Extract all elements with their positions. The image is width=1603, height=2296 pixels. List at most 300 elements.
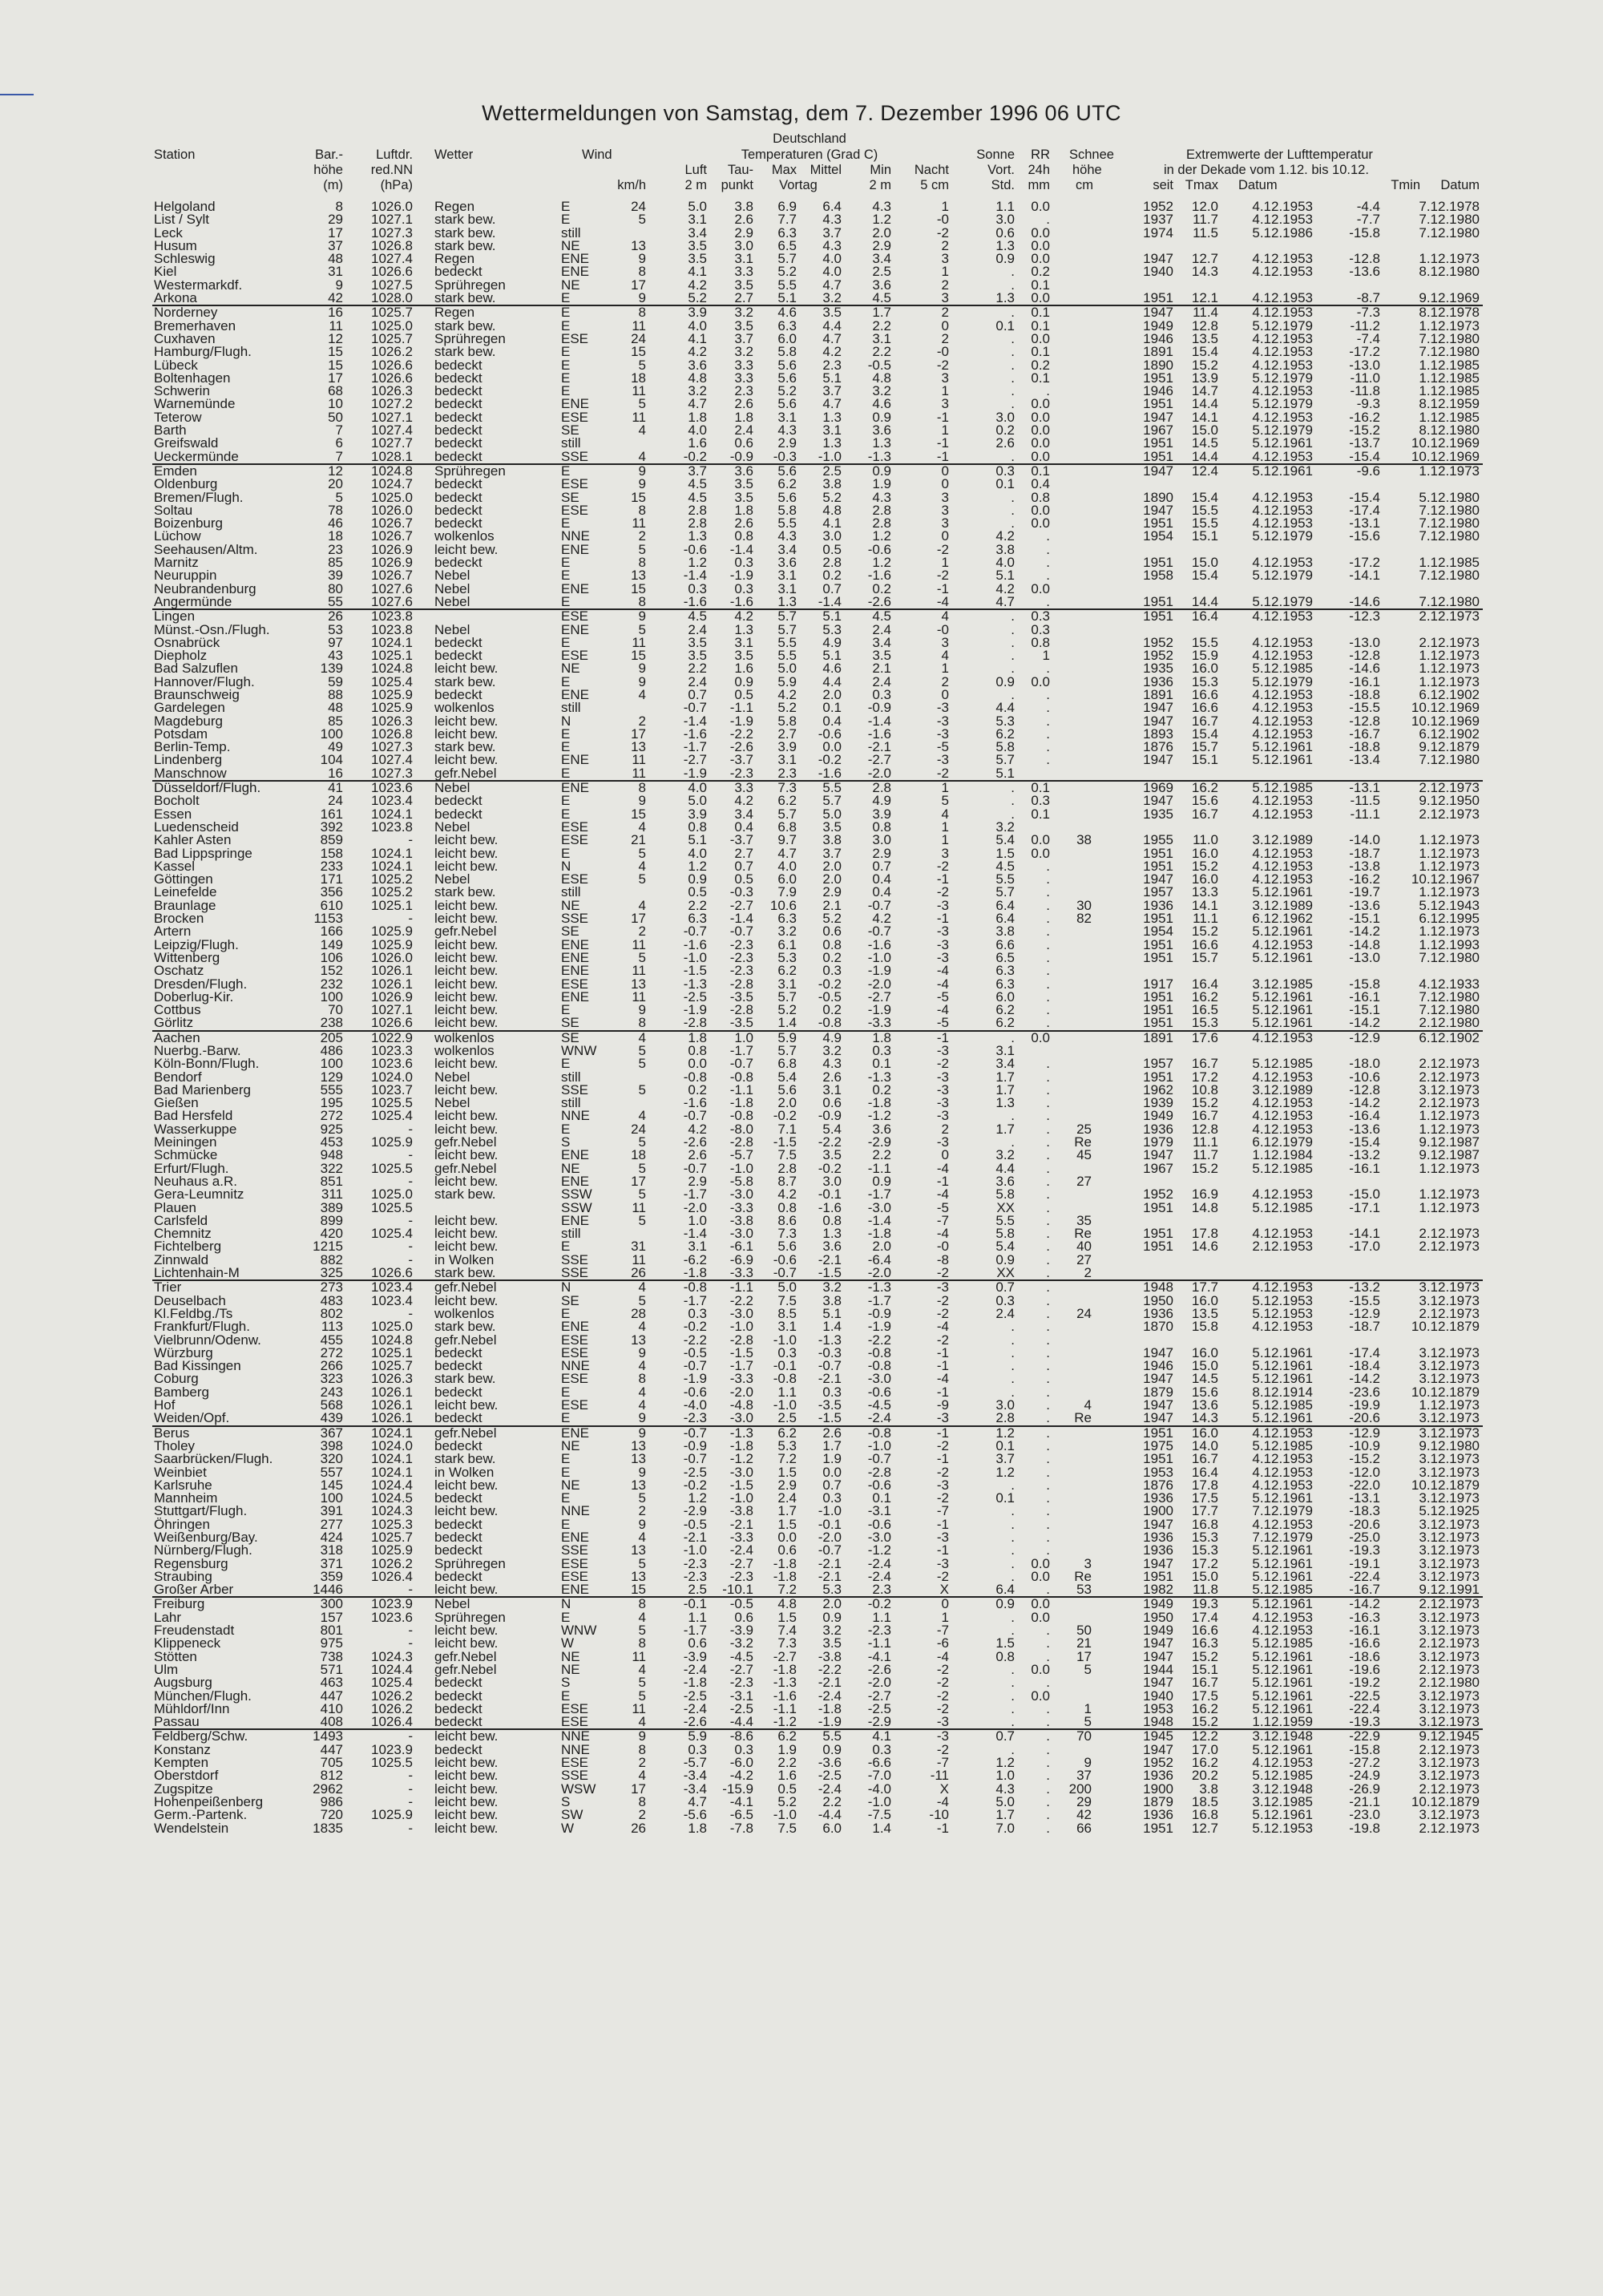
cell-datmin: 1.12.1973 — [1419, 924, 1480, 940]
cell-sonne: 6.2 — [995, 1015, 1015, 1031]
cell-mittel: 5.0 — [822, 806, 842, 822]
cell-barhoehe: 1153 — [313, 911, 343, 927]
cell-windkmh: 4 — [638, 897, 646, 913]
cell-wetter: bedeckt — [434, 357, 483, 373]
cell-tmax: 13.5 — [1191, 1305, 1218, 1321]
cell-rr: 0.1 — [1031, 463, 1050, 479]
cell-sonne: 3.4 — [995, 1056, 1015, 1072]
cell-tau: 3.5 — [734, 317, 753, 333]
cell-windrich: NE — [561, 1648, 580, 1664]
header-schnee: Schnee — [1069, 148, 1114, 162]
cell-min: -1.6 — [867, 568, 891, 584]
cell-nacht: 0 — [941, 528, 949, 544]
cell-mittel: 4.2 — [822, 344, 842, 360]
cell-wetter: wolkenlos — [434, 1029, 495, 1045]
cell-tmax: 15.1 — [1191, 528, 1218, 544]
cell-datmax: 4.12.1953 — [1252, 648, 1313, 664]
cell-wetter: leicht bew. — [434, 1397, 499, 1413]
cell-windkmh: 9 — [638, 251, 646, 267]
cell-tau: -0.9 — [729, 448, 753, 464]
cell-windrich: E — [561, 593, 571, 609]
cell-barhoehe: 55 — [328, 593, 343, 609]
cell-nacht: 1 — [941, 661, 949, 677]
cell-tmax: 13.9 — [1191, 370, 1218, 386]
cell-max: -1.0 — [773, 1807, 797, 1823]
cell-windkmh: 15 — [631, 580, 646, 596]
cell-tmax: 3.8 — [1199, 1781, 1218, 1797]
cell-seit: 1969 — [1143, 780, 1173, 796]
cell-tau: 0.3 — [734, 555, 753, 571]
cell-luft: -2.6 — [683, 1134, 707, 1150]
cell-station: Angermünde — [154, 593, 232, 609]
cell-station: Gießen — [154, 1095, 199, 1111]
header-datum-tmin: Datum — [1440, 178, 1480, 192]
cell-datmin: 3.12.1973 — [1419, 1410, 1480, 1426]
cell-tmin: -22.4 — [1349, 1700, 1380, 1716]
cell-rr: 0.0 — [1031, 237, 1050, 253]
cell-luftdr: 1026.2 — [371, 1688, 413, 1704]
cell-windrich: E — [561, 1516, 571, 1532]
cell-barhoehe: 145 — [320, 1477, 343, 1493]
cell-nacht: -1 — [936, 871, 949, 887]
cell-datmin: 2.12.1973 — [1419, 608, 1480, 625]
cell-windrich: ESE — [561, 409, 589, 425]
cell-tau: -1.7 — [729, 1358, 753, 1374]
cell-barhoehe: 801 — [320, 1623, 343, 1639]
cell-max: 2.3 — [777, 765, 797, 781]
cell-luft: -0.7 — [683, 700, 707, 716]
cell-tau: 3.3 — [734, 780, 753, 796]
cell-nacht: -3 — [936, 936, 949, 952]
cell-datmin: 1.12.1973 — [1419, 251, 1480, 267]
cell-nacht: -1 — [936, 1029, 949, 1045]
cell-tmin: -10.9 — [1349, 1437, 1380, 1453]
cell-nacht: -2 — [936, 1490, 949, 1506]
cell-tau: -3.3 — [729, 1529, 753, 1545]
cell-windkmh: 8 — [638, 1596, 646, 1612]
cell-wetter: leicht bew. — [434, 1793, 499, 1809]
cell-datmin: 1.12.1973 — [1419, 1199, 1480, 1215]
cell-wetter: stark bew. — [434, 290, 496, 306]
cell-max: 7.4 — [777, 1623, 797, 1639]
header-station: Station — [154, 148, 196, 162]
cell-tmax: 16.7 — [1191, 1056, 1218, 1072]
header-sonne-vort: Vort. — [987, 163, 1015, 177]
cell-wetter: leicht bew. — [434, 845, 499, 861]
cell-tmax: 16.4 — [1191, 608, 1218, 625]
cell-wetter: wolkenlos — [434, 1305, 495, 1321]
cell-datmin: 9.12.1980 — [1419, 1437, 1480, 1453]
cell-datmin: 6.12.1902 — [1419, 1029, 1480, 1045]
cell-seit: 1951 — [1143, 593, 1173, 609]
cell-max: 5.3 — [777, 949, 797, 965]
cell-tau: 3.7 — [734, 330, 753, 346]
cell-max: 1.1 — [777, 1384, 797, 1400]
cell-rr: 0.0 — [1031, 832, 1050, 848]
cell-tmax: 12.0 — [1191, 199, 1218, 214]
cell-barhoehe: 11 — [329, 317, 343, 333]
table-row — [152, 265, 1483, 278]
cell-rr: . — [1046, 661, 1050, 677]
cell-mittel: -2.1 — [818, 1568, 842, 1584]
cell-seit: 1936 — [1143, 1542, 1173, 1558]
cell-station: Weinbiet — [154, 1464, 207, 1480]
cell-tau: 3.1 — [734, 251, 753, 267]
cell-barhoehe: 300 — [320, 1596, 343, 1612]
header-schnee-hoehe: höhe — [1072, 163, 1102, 177]
cell-datmin: 2.12.1973 — [1419, 1820, 1480, 1836]
cell-seit: 1952 — [1143, 199, 1173, 214]
cell-seit: 1951 — [1143, 1239, 1173, 1255]
cell-tau: 4.2 — [734, 608, 753, 625]
cell-min: -1.7 — [867, 1292, 891, 1308]
cell-tmax: 16.7 — [1191, 1108, 1218, 1124]
cell-barhoehe: 157 — [320, 1609, 343, 1625]
cell-luft: -1.8 — [683, 1675, 707, 1691]
cell-station: Mannheim — [154, 1490, 218, 1506]
cell-datmax: 5.12.1961 — [1252, 752, 1313, 768]
cell-mittel: 4.3 — [822, 1056, 842, 1072]
cell-luft: -0.2 — [683, 448, 707, 464]
cell-datmax: 4.12.1953 — [1252, 212, 1313, 228]
cell-station: Leck — [154, 224, 183, 241]
cell-max: 6.2 — [777, 476, 797, 492]
cell-datmin: 2.12.1973 — [1419, 1781, 1480, 1797]
cell-windkmh: 5 — [638, 1688, 646, 1704]
cell-tmin: -22.9 — [1349, 1728, 1380, 1744]
cell-luftdr: - — [408, 1728, 413, 1744]
cell-nacht: -1 — [936, 1173, 949, 1189]
cell-tmin: -11.8 — [1350, 383, 1380, 399]
cell-mittel: 2.0 — [822, 858, 842, 874]
cell-windrich: ENE — [561, 580, 589, 596]
cell-windkmh: 13 — [631, 1437, 646, 1453]
cell-mittel: -3.6 — [818, 1755, 842, 1771]
cell-luftdr: 1024.8 — [371, 1332, 413, 1348]
cell-wetter: leicht bew. — [434, 661, 499, 677]
cell-wetter: leicht bew. — [434, 1056, 499, 1072]
cell-seit: 1947 — [1143, 1675, 1173, 1691]
header-deutschland: Deutschland — [773, 131, 846, 146]
header-sonne-std: Std. — [991, 178, 1015, 192]
cell-datmax: 5.12.1961 — [1252, 1371, 1313, 1387]
cell-max: 4.2 — [777, 1186, 797, 1203]
cell-tmax: 13.5 — [1191, 330, 1218, 346]
cell-windkmh: 4 — [638, 1108, 646, 1124]
cell-barhoehe: 16 — [328, 305, 343, 321]
cell-datmin: 6.12.1902 — [1419, 686, 1480, 702]
cell-luft: 4.0 — [688, 845, 707, 861]
cell-nacht: 1 — [941, 264, 949, 280]
cell-barhoehe: 266 — [320, 1358, 343, 1374]
cell-max: 3.4 — [777, 541, 797, 557]
cell-rr: . — [1046, 1279, 1050, 1296]
cell-min: -2.9 — [867, 1134, 891, 1150]
cell-station: Wasserkuppe — [154, 1121, 237, 1137]
cell-sonne: 1.7 — [995, 1069, 1015, 1085]
cell-seit: 1951 — [1143, 290, 1173, 306]
cell-barhoehe: 158 — [320, 845, 343, 861]
cell-min: 1.3 — [872, 435, 891, 451]
cell-rr: . — [1046, 700, 1050, 716]
cell-tau: 0.8 — [734, 528, 753, 544]
cell-datmax: 5.12.1953 — [1252, 1305, 1313, 1321]
cell-sonne: 4.7 — [995, 593, 1015, 609]
cell-tmin: -14.2 — [1349, 1596, 1380, 1612]
cell-wetter: gefr.Nebel — [434, 1425, 497, 1441]
cell-max: 3.6 — [777, 555, 797, 571]
cell-station: Neuruppin — [154, 568, 217, 584]
cell-luftdr: 1025.5 — [371, 1160, 413, 1176]
cell-schnee: 38 — [1076, 832, 1092, 848]
cell-luft: -1.6 — [683, 1095, 707, 1111]
cell-barhoehe: 420 — [320, 1226, 343, 1242]
cell-datmax: 5.12.1979 — [1252, 673, 1313, 689]
cell-max: 5.1 — [777, 290, 797, 306]
cell-sonne: . — [1011, 1568, 1015, 1584]
cell-barhoehe: 139 — [320, 661, 343, 677]
cell-datmax: 5.12.1985 — [1252, 1582, 1313, 1598]
cell-wetter: bedeckt — [434, 1675, 483, 1691]
cell-seit: 1937 — [1143, 212, 1173, 228]
cell-luftdr: - — [408, 1820, 413, 1836]
cell-luft: 1.8 — [688, 409, 707, 425]
cell-max: 6.5 — [777, 237, 797, 253]
cell-luftdr: 1024.0 — [371, 1069, 413, 1085]
cell-seit: 1947 — [1143, 1741, 1173, 1757]
cell-min: -0.5 — [867, 357, 891, 373]
cell-tmin: -12.8 — [1349, 713, 1380, 729]
cell-barhoehe: 100 — [320, 1490, 343, 1506]
cell-mittel: 0.1 — [822, 700, 842, 716]
cell-barhoehe: 104 — [320, 752, 343, 768]
cell-tmin: -13.6 — [1349, 897, 1380, 913]
cell-schnee: 42 — [1076, 1807, 1092, 1823]
cell-tmax: 15.3 — [1191, 673, 1218, 689]
cell-sonne: 3.1 — [995, 1043, 1015, 1058]
cell-luft: -1.4 — [683, 1226, 707, 1242]
cell-seit: 1954 — [1143, 924, 1173, 940]
cell-luftdr: 1025.1 — [371, 897, 413, 913]
cell-min: 4.3 — [872, 489, 891, 505]
cell-nacht: 3 — [941, 489, 949, 505]
cell-wetter: leicht bew. — [434, 1477, 499, 1493]
cell-windrich: ENE — [561, 686, 589, 702]
cell-datmax: 5.12.1961 — [1252, 1410, 1313, 1426]
header-rednn: red.NN — [370, 163, 413, 177]
cell-wetter: bedeckt — [434, 1384, 483, 1400]
cell-windrich: NE — [561, 1160, 580, 1176]
cell-windrich: WNW — [561, 1043, 597, 1058]
page-title: Wettermeldungen von Samstag, dem 7. Dezember 1996 06 UTC — [482, 101, 1121, 125]
cell-datmax: 4.12.1953 — [1252, 502, 1313, 518]
cell-windkmh: 17 — [631, 726, 646, 742]
cell-datmax: 5.12.1961 — [1252, 1675, 1313, 1691]
cell-mittel: 0.6 — [822, 924, 842, 940]
cell-rr: . — [1046, 1714, 1050, 1730]
cell-nacht: 0 — [941, 1596, 949, 1612]
cell-seit: 1957 — [1143, 1056, 1173, 1072]
cell-max: 5.6 — [777, 357, 797, 373]
cell-seit: 1957 — [1143, 884, 1173, 900]
cell-sonne: . — [1011, 793, 1015, 809]
cell-wetter: bedeckt — [434, 1437, 483, 1453]
cell-tau: -3.1 — [729, 1688, 753, 1704]
cell-luftdr: 1024.8 — [371, 661, 413, 677]
cell-luftdr: 1024.1 — [371, 858, 413, 874]
cell-nacht: -4 — [936, 1226, 949, 1242]
cell-windrich: SSE — [561, 911, 589, 927]
cell-tmin: -13.6 — [1349, 1121, 1380, 1137]
cell-max: -1.5 — [773, 1134, 797, 1150]
cell-luftdr: 1025.9 — [371, 686, 413, 702]
cell-rr: . — [1046, 1069, 1050, 1085]
header-luft-2m: 2 m — [684, 178, 707, 192]
cell-datmax: 5.12.1953 — [1252, 1820, 1313, 1836]
cell-windrich: SSE — [561, 1265, 589, 1281]
cell-max: 8.5 — [777, 1305, 797, 1321]
cell-max: 7.5 — [777, 1147, 797, 1163]
cell-station: Deuselbach — [154, 1292, 226, 1308]
cell-tmin: -12.9 — [1349, 1425, 1380, 1441]
cell-rr: . — [1046, 1477, 1050, 1493]
cell-windrich: NNE — [561, 1358, 590, 1374]
cell-station: Bocholt — [154, 793, 200, 809]
cell-datmax: 5.12.1961 — [1252, 884, 1313, 900]
header-seit: seit — [1153, 178, 1173, 192]
cell-tmin: -14.2 — [1349, 1015, 1380, 1031]
cell-mittel: -2.2 — [818, 1134, 842, 1150]
header-max: Max — [771, 163, 797, 177]
cell-tmax: 16.6 — [1191, 686, 1218, 702]
cell-wetter: wolkenlos — [434, 528, 495, 544]
cell-windkmh: 5 — [638, 1160, 646, 1176]
cell-windkmh: 13 — [631, 1542, 646, 1558]
cell-windkmh: 2 — [638, 713, 646, 729]
cell-tmin: -17.2 — [1349, 555, 1380, 571]
cell-rr: . — [1046, 752, 1050, 768]
cell-max: 6.8 — [777, 1056, 797, 1072]
cell-luft: 1.8 — [688, 1029, 707, 1045]
cell-nacht: -3 — [936, 700, 949, 716]
cell-nacht: 4 — [941, 648, 949, 664]
cell-windrich: E — [561, 515, 571, 532]
cell-seit: 1951 — [1143, 1820, 1173, 1836]
cell-barhoehe: 398 — [320, 1437, 343, 1453]
cell-station: Cuxhaven — [154, 330, 216, 346]
cell-sonne: 4.2 — [995, 580, 1015, 596]
cell-luft: -1.5 — [683, 963, 707, 979]
cell-wetter: stark bew. — [434, 212, 496, 228]
cell-datmin: 3.12.1973 — [1419, 1451, 1480, 1467]
cell-rr: 0.0 — [1031, 251, 1050, 267]
cell-luftdr: 1027.4 — [371, 422, 413, 439]
cell-datmax: 4.12.1953 — [1252, 199, 1313, 214]
cell-barhoehe: 195 — [320, 1095, 343, 1111]
cell-rr: 0.2 — [1031, 357, 1050, 373]
cell-sonne: 2.4 — [995, 1305, 1015, 1321]
cell-mittel: 0.7 — [822, 580, 842, 596]
cell-tmin: -13.1 — [1349, 1490, 1380, 1506]
cell-station: Greifswald — [154, 435, 219, 451]
cell-tau: 3.2 — [734, 305, 753, 321]
cell-station: Meiningen — [154, 1134, 217, 1150]
cell-barhoehe: 720 — [320, 1807, 343, 1823]
cell-luft: -2.5 — [683, 1688, 707, 1704]
header-extremwerte: Extremwerte der Lufttemperatur — [1186, 148, 1373, 162]
cell-tmax: 15.4 — [1191, 489, 1218, 505]
cell-windrich: ESE — [561, 976, 589, 992]
cell-mittel: 5.1 — [822, 370, 842, 386]
cell-tmax: 17.8 — [1191, 1477, 1218, 1493]
cell-rr: . — [1046, 593, 1050, 609]
cell-datmax: 6.12.1979 — [1252, 1134, 1313, 1150]
cell-wetter: leicht bew. — [434, 752, 499, 768]
station-group — [152, 463, 1483, 608]
cell-datmin: 2.12.1973 — [1419, 806, 1480, 822]
cell-tau: -7.8 — [729, 1820, 753, 1836]
cell-luftdr: 1026.2 — [371, 1555, 413, 1571]
cell-max: 5.7 — [777, 1043, 797, 1058]
table-row — [152, 1017, 1483, 1029]
cell-schnee: 27 — [1076, 1251, 1092, 1267]
cell-windrich: still — [561, 224, 581, 241]
cell-mittel: -0.3 — [818, 1344, 842, 1360]
cell-tmin: -16.6 — [1349, 1635, 1380, 1651]
cell-mittel: 6.0 — [822, 1820, 842, 1836]
table-row — [152, 1251, 1483, 1267]
cell-wetter: leicht bew. — [434, 832, 499, 848]
cell-rr: . — [1046, 1358, 1050, 1374]
cell-luft: 1.1 — [688, 1609, 707, 1625]
cell-wetter: leicht bew. — [434, 1015, 499, 1031]
cell-datmin: 7.12.1980 — [1419, 502, 1480, 518]
cell-rr: 0.0 — [1031, 422, 1050, 439]
cell-min: 0.1 — [872, 1056, 891, 1072]
cell-luft: -2.1 — [683, 1529, 707, 1545]
cell-max: 2.2 — [777, 1755, 797, 1771]
cell-tau: 1.0 — [734, 1029, 753, 1045]
cell-luft: 2.5 — [688, 1582, 707, 1598]
cell-windkmh: 13 — [631, 1332, 646, 1348]
cell-windkmh: 13 — [631, 739, 646, 755]
cell-tau: -0.5 — [729, 1596, 753, 1612]
cell-tmax: 16.2 — [1191, 988, 1218, 1004]
cell-windkmh: 5 — [638, 845, 646, 861]
cell-sonne: . — [1011, 661, 1015, 677]
cell-datmax: 4.12.1953 — [1252, 806, 1313, 822]
cell-tmax: 15.4 — [1191, 344, 1218, 360]
cell-sonne: 5.8 — [995, 739, 1015, 755]
cell-barhoehe: 15 — [328, 344, 343, 360]
cell-windrich: ENE — [561, 1319, 589, 1335]
cell-datmax: 4.12.1953 — [1252, 305, 1313, 321]
cell-windrich: E — [561, 1490, 571, 1506]
cell-datmin: 2.12.1973 — [1419, 1069, 1480, 1085]
cell-wetter: stark bew. — [434, 884, 496, 900]
cell-station: Braunlage — [154, 897, 216, 913]
cell-tau: 2.4 — [734, 422, 753, 439]
cell-nacht: -3 — [936, 897, 949, 913]
cell-luftdr: 1026.4 — [371, 1568, 413, 1584]
cell-luftdr: 1026.6 — [371, 370, 413, 386]
cell-seit: 1949 — [1143, 1108, 1173, 1124]
cell-tmax: 11.0 — [1193, 832, 1218, 848]
cell-barhoehe: 975 — [320, 1635, 343, 1651]
cell-luft: -1.9 — [683, 1002, 707, 1018]
cell-nacht: 2 — [941, 1121, 949, 1137]
cell-windkmh: 5 — [638, 1134, 646, 1150]
